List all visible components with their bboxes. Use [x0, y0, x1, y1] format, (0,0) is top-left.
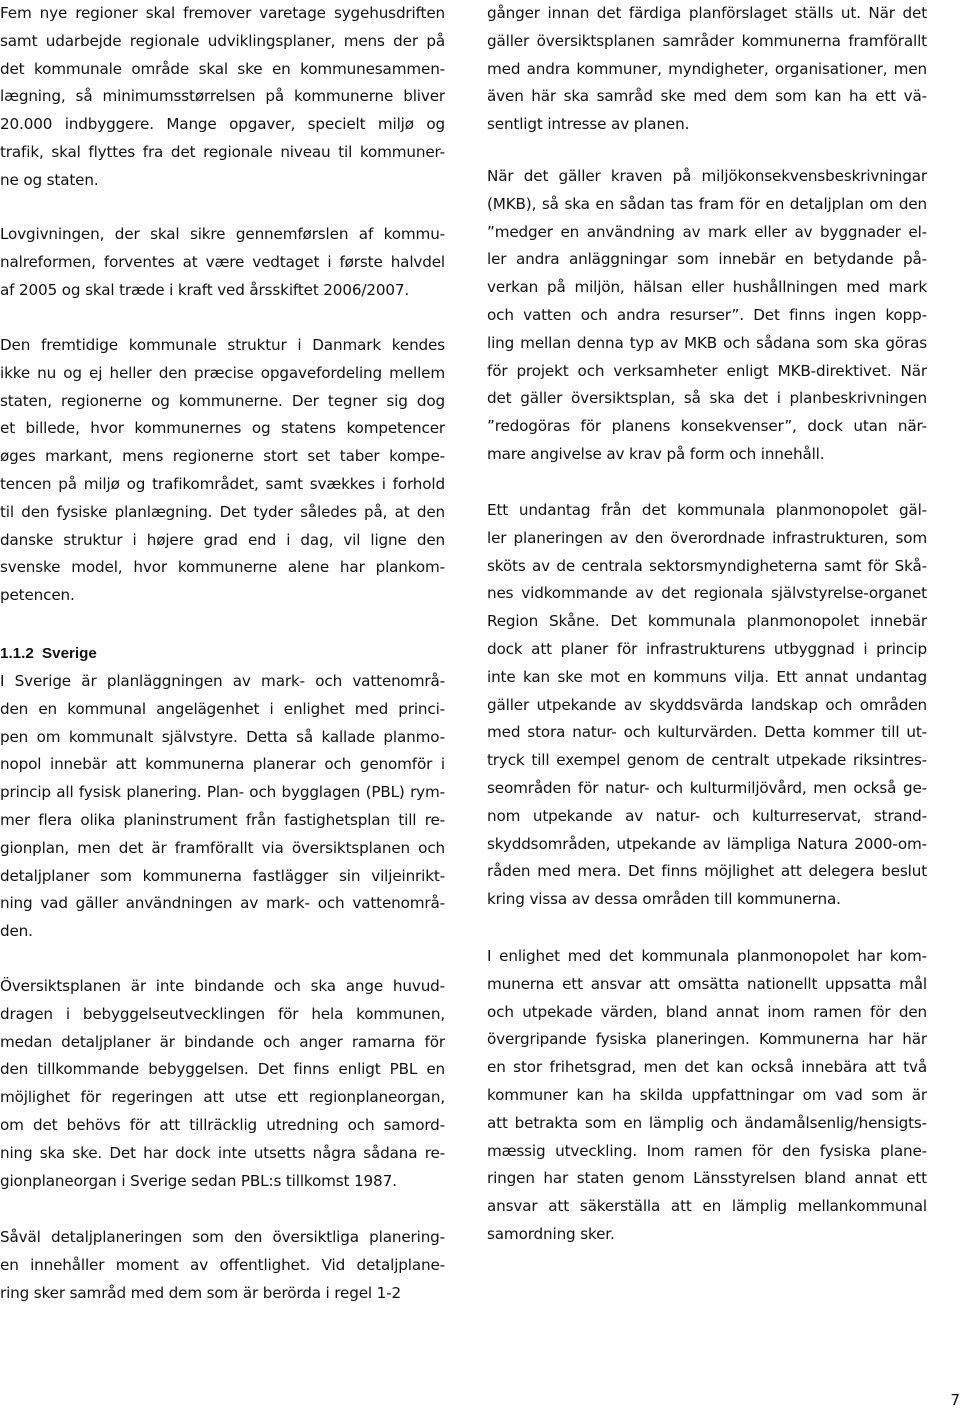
text-line: den tillkommande bebyggelsen. Det finns enligt PBL en — [0, 1060, 445, 1079]
paragraph-planlaggning-sverige — [0, 668, 445, 946]
text-line: den. — [0, 922, 33, 941]
text-line: danske struktur i højere grad end i dag, vil ligne den — [0, 530, 445, 549]
text-line: kommuner kan ha skilda uppfattningar om vad som är — [487, 1085, 927, 1104]
text-line: Såväl detaljplaneringen som den översiktliga planering- — [0, 1228, 445, 1246]
text-line: Den fremtidige kommunale struktur i Danmark kendes — [0, 336, 445, 354]
text-line: svenske model, hvor kommunerne alene har plankom- — [0, 558, 445, 577]
paragraph-detaljplanering — [0, 1224, 445, 1307]
text-line: ling mellan denna typ av MKB och sådana som ska göras — [487, 333, 927, 352]
text-line: råden med mera. Det finns möjlighet att delegera beslut — [487, 862, 927, 881]
text-line: gånger innan det färdiga planförslaget ställs ut. När det — [487, 4, 927, 22]
text-line: övergripande fysiska planeringen. Kommunerna har här — [487, 1030, 927, 1049]
text-line: Fem nye regioner skal fremover varetage sygehusdriften — [0, 4, 445, 22]
text-line: ler andra anläggningar som innebär en betydande på- — [487, 250, 927, 269]
paragraph-lovgivning — [0, 221, 445, 304]
text-line: nes vidkommande av det regionala självstyrelse-organet — [487, 584, 927, 603]
text-line: I Sverige är planläggningen av mark- och vattenområ- — [0, 672, 445, 690]
text-line: mare angivelse av krav på form och innehåll. — [487, 444, 825, 463]
text-line: princip all fysisk planering. Plan- och bygglagen (PBL) rym- — [0, 783, 445, 802]
text-line: Region Skåne. Det kommunala planmonopolet innebär — [487, 612, 927, 631]
text-line: tryck till exempel genom de centralt utpekade riksintres- — [487, 751, 927, 770]
text-line: även här ska samråd ske med dem som kan ha ett vä- — [487, 87, 927, 106]
text-line: detaljplaner som kommunerna fastlägger sin viljeinrikt- — [0, 866, 445, 885]
text-line: ning vad gäller användningen av mark- och vattenområ- — [0, 894, 445, 913]
text-line: sköts av de centrala sektorsmyndigheterna samt för Skå- — [487, 556, 927, 575]
text-line: skyddsområden, utpekande av lämpliga Natura 2000-om- — [487, 834, 927, 853]
paragraph-fremtidig-struktur — [0, 332, 445, 610]
text-line: möjlighet för regeringen att utse ett regionplaneorgan, — [0, 1088, 445, 1107]
text-line: en innehåller moment av offentlighet. Vid detaljplane- — [0, 1255, 445, 1274]
text-line: 20.000 indbyggere. Mange opgaver, specielt miljø og — [0, 115, 445, 134]
text-line: om det behövs för att tillräcklig utredning och samord- — [0, 1115, 445, 1134]
text-line: Översiktsplanen är inte bindande och ska ange huvud- — [0, 977, 445, 995]
paragraph-mkb — [487, 163, 927, 469]
text-line: ansvar att säkerställa att en lämplig mellankommunal — [487, 1197, 927, 1216]
text-line: (MKB), så ska en sådan tas fram för en detaljplan om den — [487, 194, 927, 213]
text-line: med andra kommuner, myndigheter, organisationer, men — [487, 59, 927, 78]
text-line: seområden för natur- och kulturmiljövård, men också ge- — [487, 778, 927, 797]
text-line: gäller utpekande av skyddsvärda landskap och områden — [487, 695, 927, 714]
text-line: ”medger en användning av mark eller av byggnader el- — [487, 222, 927, 241]
text-line: gionplan, men det är framförallt via översiktsplanen och — [0, 838, 445, 857]
text-line: den en kommunal angelägenhet i enlighet med princi- — [0, 699, 445, 718]
section-heading-sverige: 1.1.2 Sverige — [0, 645, 97, 662]
text-line: ring sker samråd med dem som är berörda i regel 1-2 — [0, 1283, 402, 1302]
text-line: I enlighet med det kommunala planmonopolet har kom- — [487, 947, 927, 965]
text-line: inte kan ske mot en kommuns vilja. Ett annat undantag — [487, 667, 927, 686]
paragraph-kommunala-ansvar — [487, 943, 927, 1249]
paragraph-undantag-planmonopol — [487, 497, 927, 914]
text-line: nopol innebär att kommunerna planerar och genomför i — [0, 755, 445, 774]
text-line: lægning, så minimumsstørrelsen på kommunerne bliver — [0, 87, 445, 106]
text-line: ler planeringen av den överordnade infrastrukturen, som — [487, 528, 927, 547]
text-line: ning ska ske. Det har dock inte utsetts några sådana re- — [0, 1143, 445, 1162]
text-line: mer flera olika planinstrument från fastighetsplan till re- — [0, 810, 445, 829]
text-line: en stor frihetsgrad, men det kan också innebära att två — [487, 1058, 927, 1077]
text-line: ne og staten. — [0, 170, 99, 189]
text-line: det kommunale område skal ske en kommunesammen- — [0, 59, 445, 78]
text-line: att betrakta som en lämplig och ändamålsenlig/hensigts- — [487, 1113, 927, 1132]
text-line: och utpekade värden, bland annat inom ramen för den — [487, 1002, 927, 1021]
text-line: Ett undantag från det kommunala planmonopolet gäl- — [487, 501, 927, 519]
text-line: nom utpekande av natur- och kulturreservat, strand- — [487, 806, 927, 825]
text-line: Lovgivningen, der skal sikre gennemførslen af kommu- — [0, 225, 445, 243]
text-line: ikke nu og ej heller den præcise opgavefordeling mellem — [0, 363, 445, 382]
text-line: af 2005 og skal træde i kraft ved årsskiftet 2006/2007. — [0, 280, 410, 299]
text-line: för projekt och verksamheter enligt MKB-direktivet. När — [487, 361, 927, 380]
text-line: ringen har staten genom Länsstyrelsen bland annat ett — [487, 1169, 927, 1188]
paragraph-kommunalreform-intro — [0, 0, 445, 195]
text-line: til den fysiske planlægning. Det tyder således på, at den — [0, 502, 445, 521]
text-line: munerna ett ansvar att omsätta nationellt uppsatta mål — [487, 974, 927, 993]
paragraph-oversiktsplanen — [0, 973, 445, 1195]
text-line: kring vissa av dessa områden till kommunerna. — [487, 890, 841, 909]
text-line: När det gäller kraven på miljökonsekvensbeskrivningar — [487, 167, 927, 185]
text-line: øges markant, mens regionerne stort set taber kompe- — [0, 447, 445, 466]
text-line: med stora natur- och kulturvärden. Detta kommer till ut- — [487, 723, 927, 742]
text-line: gäller översiktsplanen samråder kommunerna framförallt — [487, 31, 927, 50]
text-line: samordning sker. — [487, 1224, 615, 1243]
text-line: trafik, skal flyttes fra det regionale niveau til kommuner- — [0, 142, 445, 161]
text-line: det gäller översiktsplan, så ska det i planbeskrivningen — [487, 389, 927, 408]
text-line: pen om kommunalt självstyre. Detta så kallade planmo- — [0, 727, 445, 746]
text-line: medan detaljplaner är bindande och anger ramarna för — [0, 1032, 445, 1051]
text-line: petencen. — [0, 586, 75, 605]
text-line: tencen på miljø og trafikområdet, samt svækkes i forhold — [0, 474, 445, 493]
text-line: dragen i bebyggelseutvecklingen för hela kommunen, — [0, 1004, 445, 1023]
text-line: et billede, hvor kommunernes og statens kompetencer — [0, 419, 445, 438]
text-line: mæssig utveckling. Inom ramen för den fysiska plane- — [487, 1141, 927, 1160]
text-line: och vatten och andra resurser”. Det finns ingen kopp- — [487, 305, 927, 324]
page-number: 7 — [950, 1391, 960, 1409]
text-line: dock att planer för infrastrukturens utbyggnad i princip — [487, 639, 927, 658]
text-line: staten, regionerne og kommunerne. Der tegner sig dog — [0, 391, 445, 410]
text-line: verkan på miljön, hälsan eller hushållningen med mark — [487, 278, 927, 297]
text-line: nalreformen, forventes at være vedtaget i første halvdel — [0, 252, 445, 271]
paragraph-samrad — [487, 0, 927, 139]
text-line: gionplaneorgan i Sverige sedan PBL:s tillkomst 1987. — [0, 1171, 397, 1190]
text-line: sentligt intresse av planen. — [487, 115, 690, 134]
text-line: samt udarbejde regionale udviklingsplaner, mens der på — [0, 31, 445, 50]
text-line: ”redogöras för planens konsekvenser”, dock utan när- — [487, 417, 927, 436]
